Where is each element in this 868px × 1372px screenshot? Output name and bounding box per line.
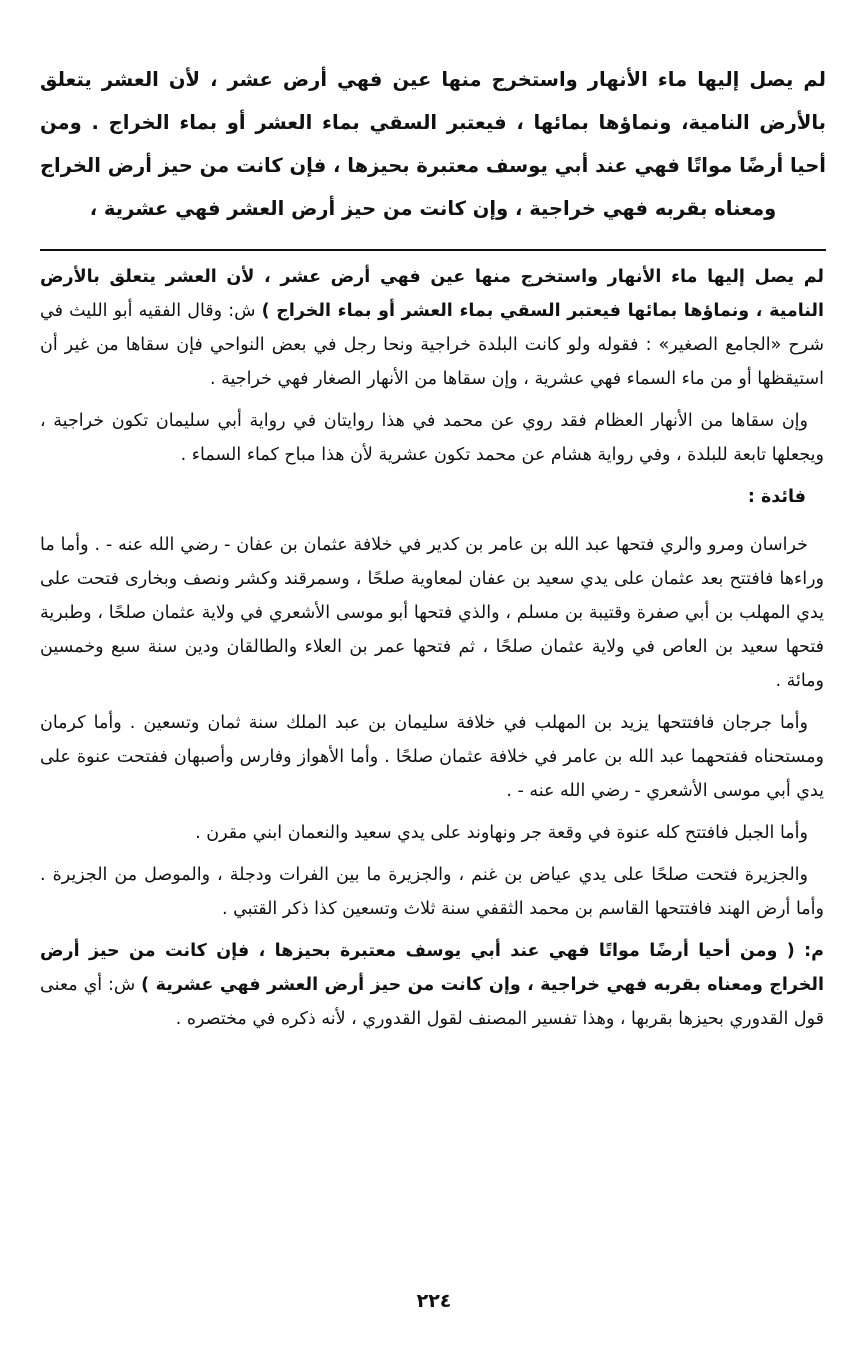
commentary-paragraph-5: وأما الجبل فافتتح كله عنوة في وقعة جر ونهاوند على يدي سعيد والنعمان ابني مقرن . [195,823,808,843]
page-number: ٢٢٤ [416,1290,452,1312]
commentary-block [40,260,824,1036]
commentary-paragraph-3: خراسان ومرو والري فتحها عبد الله بن عامر بن كدير في خلافة عثمان بن عفان - رضي الله عنه - . وأما ما وراءها فافتتح بعد عثمان على يدي سعيد بن عفان لمعاوية صلحًا ، وسمرقند وكشر ونصف وبخارى فتحت على يدي المهلب بن أبي صفرة وقتيبة بن مسلم ، والذي فتحها أبو موسى الأشعري في ولاية عثمان صلحًا ، وطبرية فتحها سعيد بن العاص في ولاية عثمان صلحًا ، ثم فتحها عمر بن العلاء والطالقان ودين سنة سبع وخمسين ومائة . [40,535,824,691]
quoted-matn: م: ( ومن أحيا أرضًا مواتًا فهي عند أبي يوسف معتبرة بحيزها ، فإن كانت من حيز أرض الخراج ومعناه بقربه فهي خراجية ، وإن كانت من حيز أرض العشر فهي عشرية ) [40,941,824,995]
commentary-paragraph-7 [40,934,824,1036]
commentary-paragraph-4: وأما جرجان فافتتحها يزيد بن المهلب في خلافة سليمان بن عبد الملك سنة ثمان وتسعين . وأما كرمان ومستحناه ففتحهما عبد الله بن عامر في خلافة عثمان صلحًا . وأما الأهواز وفارس وأصبهان ففتحت عنوة على يدي أبي موسى الأشعري - رضي الله عنه - . [40,713,824,801]
quoted-matn: لم يصل إليها ماء الأنهار واستخرج منها عين فهي أرض عشر ، لأن العشر يتعلق بالأرض النامية ، ونماؤها بمائها فيعتبر السقي بماء العشر أو بماء الخراج ) [40,267,824,321]
commentary-text: ش: وقال الفقيه أبو الليث في شرح «الجامع الصغير» : فقوله ولو كانت البلدة خراجية ونحا رجل في بعض النواحي فإن سقاها من غير أن استيقظها أو من ماء السماء فهي عشرية ، وإن سقاها من الأنهار الصغار فهي خراجية . [40,301,824,389]
section-heading: فائدة : [747,487,806,507]
commentary-text: ش: أي معنى قول القدوري بحيزها بقربها ، وهذا تفسير المصنف لقول القدوري ، لأنه ذكره في مختصره . [40,975,824,1029]
separator-rule [40,249,826,251]
commentary-paragraph-2: وإن سقاها من الأنهار العظام فقد روي عن محمد في هذا روايتان في رواية أبي سليمان تكون خراجية ، ويجعلها تابعة للبلدة ، وفي رواية هشام عن محمد تكون عشرية لأن هذا مباح كماء السماء . [40,411,824,465]
commentary-paragraph-6: والجزيرة فتحت صلحًا على يدي عياض بن غنم ، والجزيرة ما بين الفرات ودجلة ، والموصل من الجزيرة . وأما أرض الهند فافتتحها القاسم بن محمد الثقفي سنة ثلاث وتسعين كذا ذكر القتبي . [40,865,824,919]
matn-paragraph: لم يصل إليها ماء الأنهار واستخرج منها عين فهي أرض عشر ، لأن العشر يتعلق بالأرض النامية، ونماؤها بمائها ، فيعتبر السقي بماء العشر أو بماء الخراج . ومن أحيا أرضًا مواتًا فهي عند أبي يوسف معتبرة بحيزها ، فإن كانت من حيز أرض الخراج ومعناه بقربه فهي خراجية ، وإن كانت من حيز أرض العشر فهي عشرية ، [40,68,826,220]
commentary-paragraph-1 [40,260,824,396]
matn-text-block [40,58,826,230]
